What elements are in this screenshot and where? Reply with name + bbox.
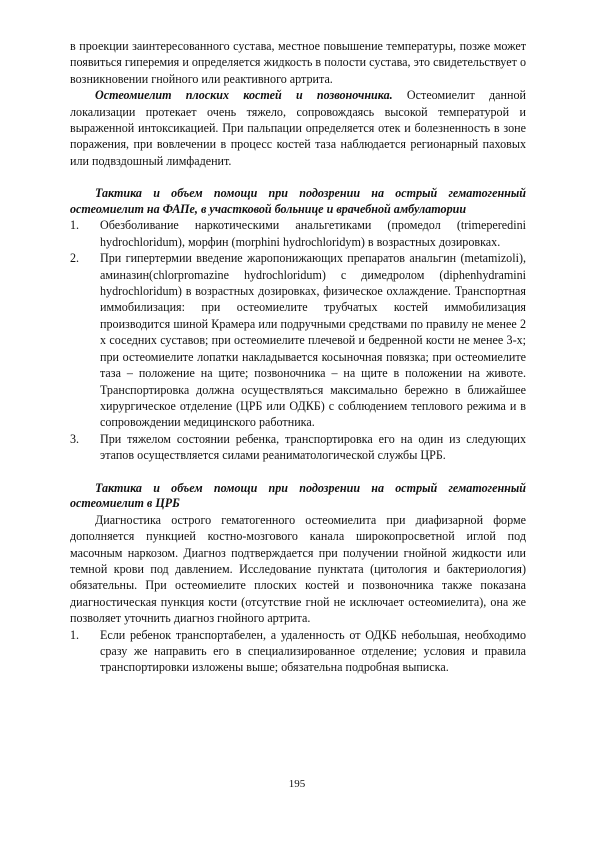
paragraph-flat-bones-osteomyelitis [70,87,526,169]
section-heading-crb-tactics: Тактика и объем помощи при подозрении на острый гематогенный остеомиелит в ЦРБ [70,480,526,511]
page-body [70,38,526,676]
paragraph-arthritis-continuation: в проекции заинтересованного сустава, местное повышение температуры, позже может появиться гиперемия и определяется жидкость в полости сустава, это свидетельствует о возникновении гнойного или реактивного артрита. [70,39,526,86]
section-spacer [70,169,526,186]
page-number: 195 [288,778,306,790]
list-item [70,627,526,676]
list-item-number: 1. [70,218,80,233]
section-spacer [70,464,526,481]
list-item-text: Если ребенок транспортабелен, а удаленность от ОДКБ небольшая, необходимо сразу же направить его в специализированное отделение; условия и правила транспортировки изложены выше; обязательна подробная выписка. [100,627,526,675]
section-heading-fap-tactics: Тактика и объем помощи при подозрении на острый гематогенный остеомиелит на ФАПе, в участковой больнице и врачебной амбулатории [70,186,526,216]
list-item-number: 3. [70,431,80,446]
paragraph-diagnostics: Диагностика острого гематогенного остеомиелита при диафизарной форме дополняется пункцией костно-мозгового канала широкопросветной иглой под масочным наркозом. Диагноз подтверждается при получении гнойной жидкости или темной крови под давлением. Исследование пунктата (цитология и бактериология) обязательны. При остеомиелите плоских костей и позвоночника также показана диагностическая пункция кости (отсутствие гной не исключает остеомиелита), она же позволяет уточнить диагноз гнойного артрита. [70,512,526,626]
list-item-text: При гипертермии введение жаропонижающих препаратов анальгин (metamizoli), аминазин(chlorpromazine hydrochloridum) с димедролом (diphenhydramini hydrochloridum) в возрастных дозировках, физическое охлаждение. Транспортная иммобилизация: при остеомиелите трубчатых костей иммобилизация производится шиной Крамера или подручными средствами по правилу не менее 2 х соседних суставов; при остеомиелите плечевой и бедренной кости не менее 3-х; при остеомиелите лопатки накладывается косыночная повязка; при остеомиелите таза – положение на щите; позвоночника – на щите в положении на животе. Транспортировка должна осуществляться максимально бережно в ближайшее хирургическое отделение (ЦРБ или ОДКБ) с соблюдением теплового режима и в сопровождении медицинского работника. [100,251,526,430]
list-item [70,217,526,250]
list-item-text: Обезболивание наркотическими анальгетиками (промедол (trimeperedini hydrochloridum), морфин (morphini hydrochloridym) в возрастных дозировках. [100,218,526,249]
paragraph-lead-phrase: Остеомиелит плоских костей и позвоночника. [95,88,393,103]
paragraph-body-text: Остеомиелит данной локализации протекает очень тяжело, сопровождаясь высокой температурой и выраженной интоксикацией. При пальпации определяется отек и болезненность в зоне поражения, при вовлечении в процесс костей таза наблюдается регионарный паховых или подвздошный лимфаденит. [70,88,527,168]
list-item-number: 2. [70,251,80,266]
list-item [70,250,526,430]
crb-tactics-list [70,627,526,676]
list-item-number: 1. [70,627,80,642]
fap-tactics-list [70,217,526,463]
list-item [70,431,526,464]
list-item-text: При тяжелом состоянии ребенка, транспортировка его на один из следующих этапов осуществляется силами реаниматологической службы ЦРБ. [100,431,526,463]
